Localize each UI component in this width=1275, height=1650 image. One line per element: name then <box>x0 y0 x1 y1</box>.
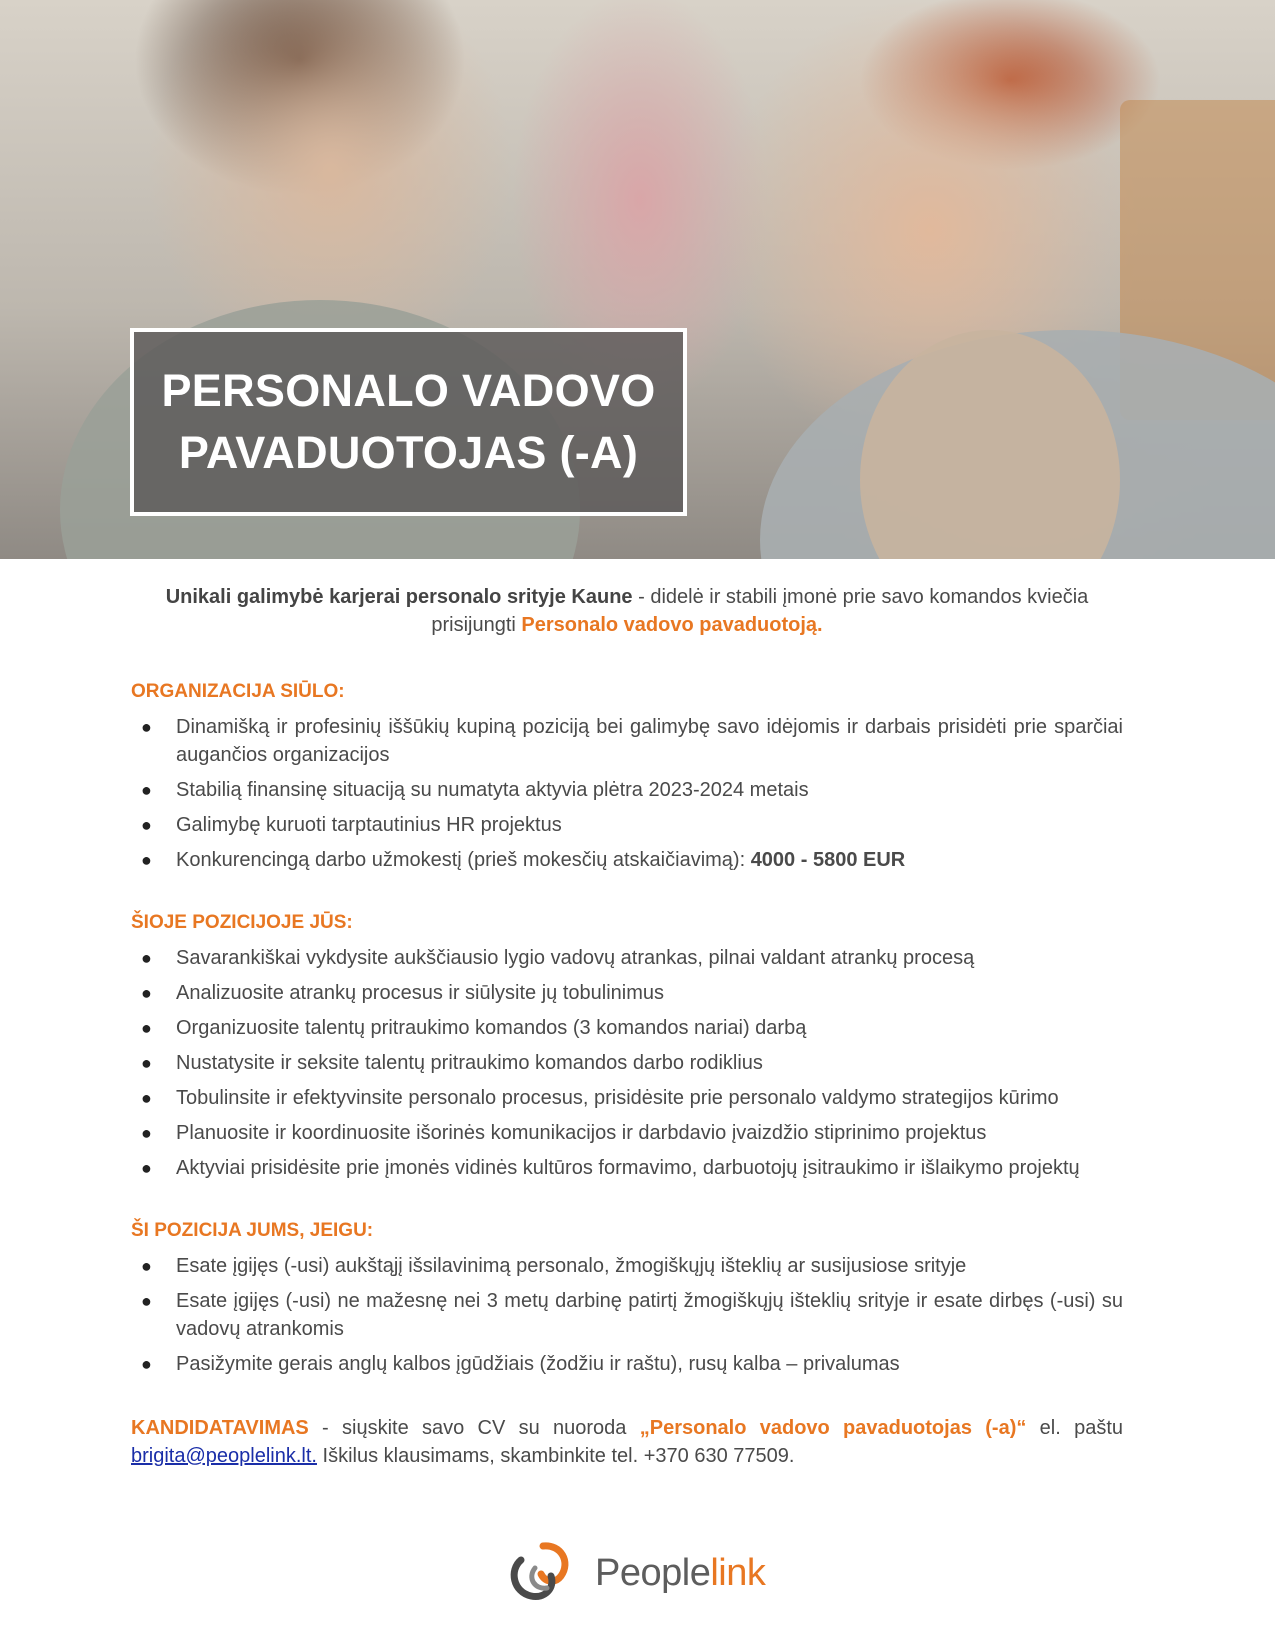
list-item <box>131 1350 1123 1378</box>
bullet-icon: ● <box>141 780 152 800</box>
list-item <box>131 1049 1123 1077</box>
bullet-icon: ● <box>141 815 152 835</box>
list-item <box>131 1119 1123 1147</box>
logo-text-people: People <box>595 1551 711 1594</box>
requirements-list <box>131 1252 1123 1378</box>
section-title-requirements: ŠI POZICIJA JUMS, JEIGU: <box>131 1220 374 1241</box>
bullet-icon: ● <box>141 1354 152 1374</box>
apply-label: KANDIDATAVIMAS <box>131 1417 309 1439</box>
application-paragraph <box>131 1414 1123 1470</box>
duties-list <box>131 944 1123 1182</box>
bullet-icon: ● <box>141 1088 152 1108</box>
list-item-text: Analizuosite atrankų procesus ir siūlysite jų tobulinimus <box>176 982 665 1004</box>
list-item-text: Nustatysite ir seksite talentų pritraukimo komandos darbo rodiklius <box>176 1052 763 1074</box>
salary-value: 4000 - 5800 EUR <box>750 849 906 871</box>
list-item <box>131 713 1123 769</box>
apply-text-1: - siųskite savo CV su nuoroda <box>308 1417 640 1439</box>
list-item <box>131 979 1123 1007</box>
list-item <box>131 1154 1123 1182</box>
peoplelink-logo-icon <box>505 1538 575 1608</box>
document-body <box>131 583 1123 1470</box>
list-item <box>131 811 1123 839</box>
bullet-icon: ● <box>141 1291 152 1311</box>
list-item <box>131 846 1123 874</box>
list-item <box>131 944 1123 972</box>
intro-highlight: Personalo vadovo pavaduotoją. <box>521 614 823 636</box>
hero-image <box>0 0 1275 559</box>
bullet-icon: ● <box>141 1123 152 1143</box>
bullet-icon: ● <box>141 948 152 968</box>
list-item-text: Dinamišką ir profesinių iššūkių kupiną poziciją bei galimybę savo idėjomis ir darbais prisidėti prie sparčiai augančios organizacijos <box>176 716 1123 766</box>
list-item-text: Organizuosite talentų pritraukimo komandos (3 komandos nariai) darbą <box>176 1017 807 1039</box>
bullet-icon: ● <box>141 850 152 870</box>
intro-bold: Unikali galimybė karjerai personalo srityje Kaune <box>165 586 633 608</box>
intro-text: - didelė ir stabili įmonė prie savo komandos kviečia prisijungti <box>431 586 1089 636</box>
intro-paragraph <box>131 583 1123 639</box>
list-item <box>131 1014 1123 1042</box>
salary-text: Konkurencingą darbo užmokestį (prieš mokesčių atskaičiavimą): <box>176 849 751 871</box>
peoplelink-logo-text <box>595 1552 765 1595</box>
bullet-icon: ● <box>141 1018 152 1038</box>
list-item-text: Tobulinsite ir efektyvinsite personalo procesus, prisidėsite prie personalo valdymo strategijos kūrimo <box>176 1087 1059 1109</box>
job-title-line-1: PERSONALO VADOVO <box>161 365 656 416</box>
job-title-line-2: PAVADUOTOJAS (-A) <box>178 427 639 478</box>
apply-text-3: Iškilus klausimams, skambinkite tel. +370 630 77509. <box>316 1445 795 1467</box>
list-item-text: Galimybę kuruoti tarptautinius HR projektus <box>176 814 562 836</box>
email-link[interactable]: brigita@peoplelink.lt. <box>131 1445 317 1467</box>
bullet-icon: ● <box>141 1053 152 1073</box>
list-item-text: Esate įgijęs (-usi) ne mažesnę nei 3 metų darbinę patirtį žmogiškųjų išteklių srityje ir esate dirbęs (-usi) su vadovų atrankomis <box>176 1290 1123 1340</box>
peoplelink-logo <box>505 1538 775 1608</box>
bullet-icon: ● <box>141 1158 152 1178</box>
list-item-text: Aktyviai prisidėsite prie įmonės vidinės kultūros formavimo, darbuotojų įsitraukimo ir išlaikymo projektų <box>176 1157 1080 1179</box>
apply-text-2: el. paštu <box>1026 1417 1123 1439</box>
list-item-text: Planuosite ir koordinuosite išorinės komunikacijos ir darbdavio įvaizdžio stiprinimo projektus <box>176 1122 987 1144</box>
list-item <box>131 776 1123 804</box>
section-title-offer: ORGANIZACIJA SIŪLO: <box>131 681 345 702</box>
section-title-duties: ŠIOJE POZICIJOJE JŪS: <box>131 912 353 933</box>
logo-text-link: link <box>710 1551 766 1594</box>
apply-subject: „Personalo vadovo pavaduotojas (-a)“ <box>639 1417 1027 1439</box>
bullet-icon: ● <box>141 1256 152 1276</box>
job-title-box <box>130 328 687 516</box>
bullet-icon: ● <box>141 983 152 1003</box>
list-item-text: Pasižymite gerais anglų kalbos įgūdžiais (žodžiu ir raštu), rusų kalba – privalumas <box>176 1353 900 1375</box>
list-item <box>131 1287 1123 1343</box>
list-item-text: Esate įgijęs (-usi) aukštąjį išsilavinimą personalo, žmogiškųjų išteklių ar susijusiose srityje <box>176 1255 967 1277</box>
bullet-icon: ● <box>141 717 152 737</box>
list-item-text: Stabilią finansinę situaciją su numatyta aktyvia plėtra 2023-2024 metais <box>176 779 809 801</box>
list-item <box>131 1084 1123 1112</box>
offer-list <box>131 713 1123 874</box>
list-item-text: Savarankiškai vykdysite aukščiausio lygio vadovų atrankas, pilnai valdant atrankų procesą <box>176 947 975 969</box>
list-item <box>131 1252 1123 1280</box>
